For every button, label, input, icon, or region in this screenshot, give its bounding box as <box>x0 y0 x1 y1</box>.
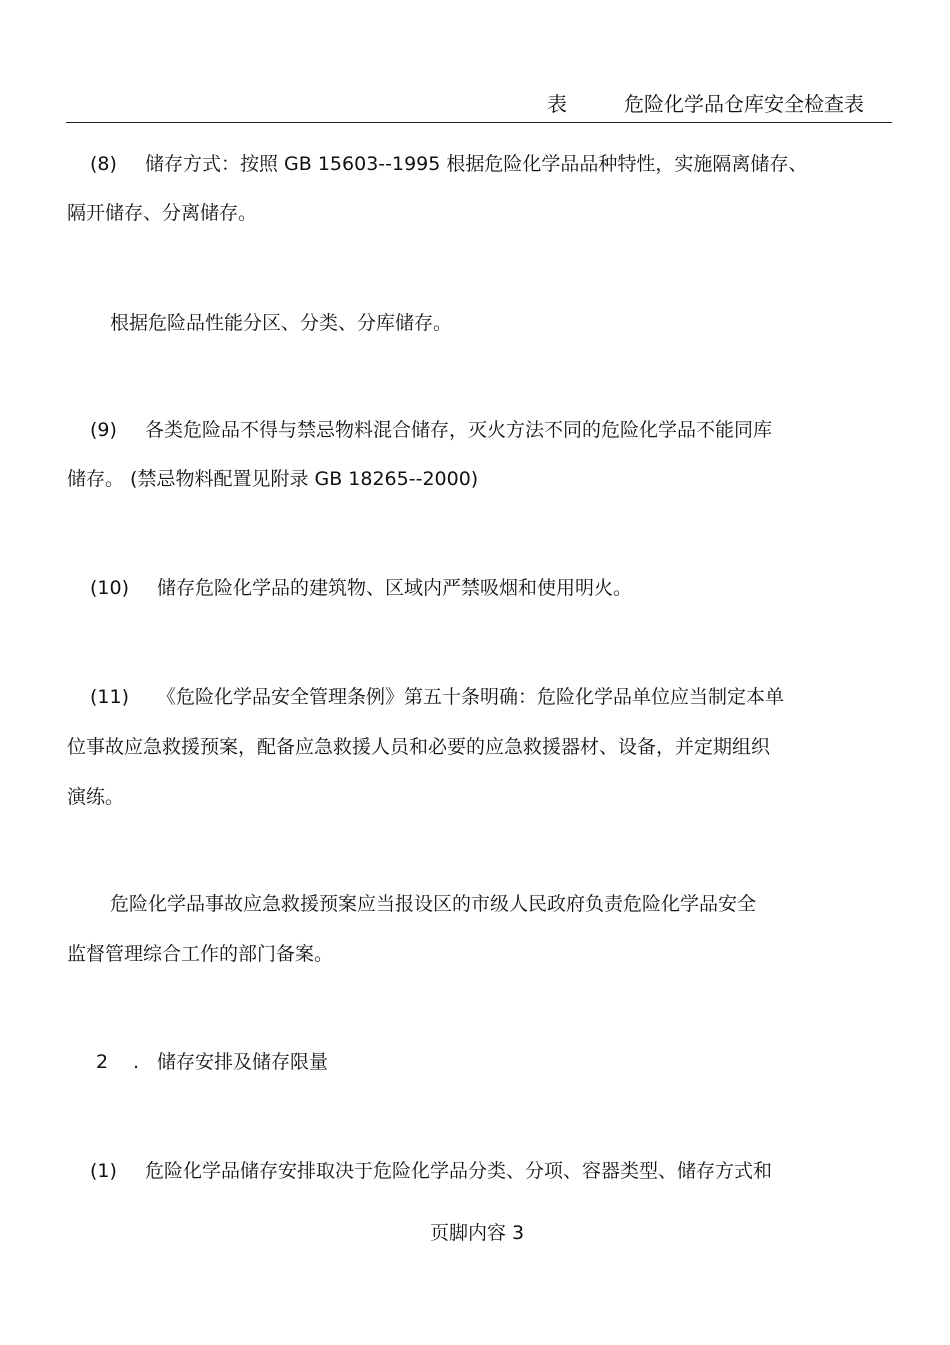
item-text-line: 《危险化学品安全管理条例》第五十条明确：危险化学品单位应当制定本单 <box>157 686 785 708</box>
item-number: (11) <box>90 686 130 708</box>
item-text-line: 储存。 (禁忌物料配置见附录 GB 18265--2000) <box>67 468 479 490</box>
item-text-line: 位事故应急救援预案，配备应急救援人员和必要的应急救援器材、设备，并定期组织 <box>67 736 771 758</box>
section-dot: . <box>133 1051 140 1073</box>
paragraph-text: 危险化学品事故应急救援预案应当报设区的市级人民政府负责危险化学品安全 <box>110 893 757 915</box>
item-text-line: 储存危险化学品的建筑物、区域内严禁吸烟和使用明火。 <box>157 577 633 599</box>
item-text-line: 危险化学品储存安排取决于危险化学品分类、分项、容器类型、储存方式和 <box>145 1160 773 1182</box>
header-title: 危险化学品仓库安全检查表 <box>624 92 864 116</box>
paragraph-text: 根据危险品性能分区、分类、分库储存。 <box>110 312 453 334</box>
header-label: 表 <box>547 92 567 116</box>
section-heading: 储存安排及储存限量 <box>157 1051 329 1073</box>
item-number: (1) <box>90 1160 117 1182</box>
page-footer: 页脚内容 3 <box>430 1222 525 1244</box>
item-number: (10) <box>90 577 130 599</box>
item-text-line: 各类危险品不得与禁忌物料混合储存，灭火方法不同的危险化学品不能同库 <box>145 419 773 441</box>
paragraph-text: 监督管理综合工作的部门备案。 <box>67 943 334 965</box>
page-header <box>66 86 892 123</box>
item-text-line: 隔开储存、分离储存。 <box>67 202 258 224</box>
item-number: (9) <box>90 419 117 441</box>
item-text-line: 储存方式：按照 GB 15603--1995 根据危险化学品品种特性，实施隔离储存、 <box>145 153 808 175</box>
section-number: 2 <box>96 1051 109 1073</box>
item-number: (8) <box>90 153 117 175</box>
item-text-line: 演练。 <box>67 786 125 808</box>
